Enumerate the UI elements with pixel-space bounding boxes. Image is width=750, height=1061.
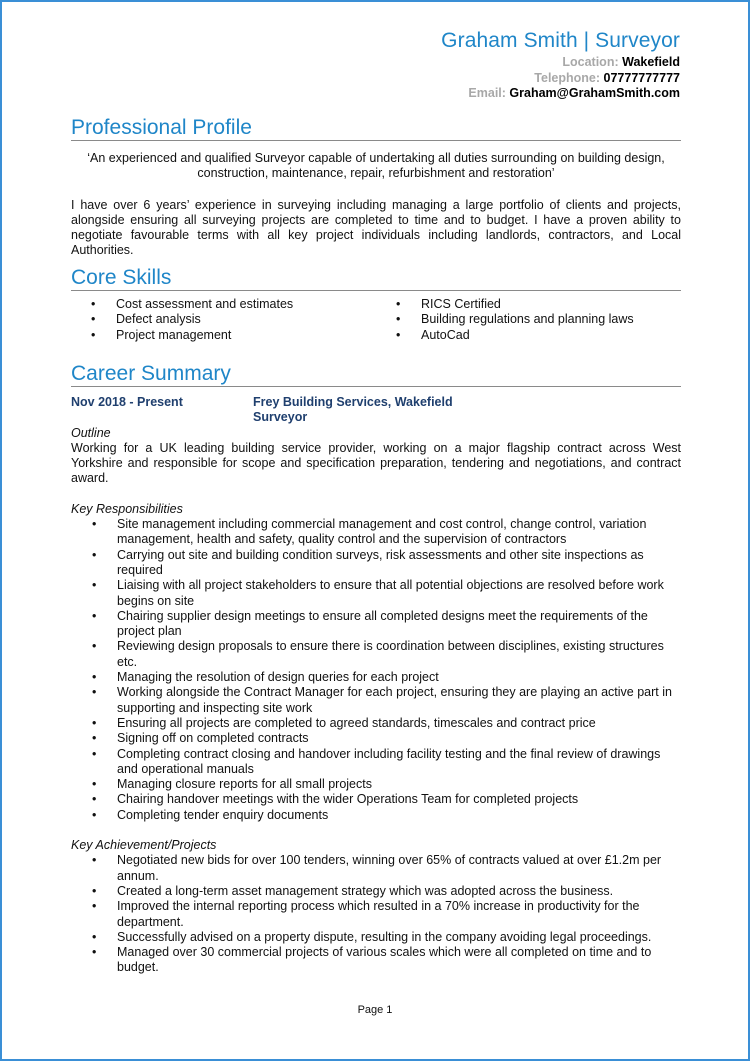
skill-item: • RICS Certified (376, 297, 681, 312)
list-item: • Completing contract closing and handover including facility testing and the final review of drawings and operational manuals (71, 747, 681, 778)
profile-section (71, 116, 681, 259)
telephone-label: Telephone: (534, 70, 601, 85)
email-label: Email: (468, 86, 506, 100)
outline-label: Outline (71, 425, 111, 440)
list-item: • Reviewing design proposals to ensure there is coordination between disciplines, existing structures etc. (71, 639, 681, 670)
page-number: Page 1 (357, 1004, 393, 1016)
achievements-list (71, 853, 681, 975)
skill-item: • Defect analysis (71, 312, 376, 327)
achievements-label: Key Achievement/Projects (71, 838, 217, 853)
list-item: • Successfully advised on a property dispute, resulting in the company avoiding legal proceedings. (71, 930, 681, 945)
list-item: • Completing tender enquiry documents (71, 808, 681, 823)
job-outline: Working for a UK leading building service provider, working on a major flagship contract across West Yorkshire and responsible for scope and specification preparation, tendering and negotiations, and contract award. (71, 440, 681, 486)
list-item: • Chairing handover meetings with the wider Operations Team for completed projects (71, 792, 681, 807)
skills-section (71, 266, 681, 343)
list-item: • Created a long-term asset management strategy which was adopted across the business. (71, 884, 681, 899)
skills-title: Core Skills (71, 266, 681, 291)
skills-list-left (71, 297, 376, 343)
list-item: • Improved the internal reporting process which resulted in a 70% increase in productivity for the department. (71, 899, 681, 930)
email-line (441, 86, 680, 102)
profile-summary: I have over 6 years’ experience in surveying including managing a large portfolio of clients and projects, alongside ensuring all surveying projects are completed to time and to budget. I have a proven ability to negotiate favourable terms with all key project individuals including landlords, contractors, and Local Authorities. (71, 197, 681, 258)
telephone-value: 07777777777 (603, 70, 680, 85)
location-line (441, 55, 680, 71)
career-section (71, 362, 681, 976)
profile-title: Professional Profile (71, 116, 681, 141)
list-item: • Managing the resolution of design queries for each project (71, 670, 681, 685)
job-dates: Nov 2018 - Present (71, 395, 183, 409)
list-item: • Managing closure reports for all small projects (71, 777, 681, 792)
skill-item: • AutoCad (376, 328, 681, 343)
skill-item: • Cost assessment and estimates (71, 297, 376, 312)
responsibilities-label: Key Responsibilities (71, 501, 183, 516)
list-item: • Chairing supplier design meetings to ensure all completed designs meet the requirements of the project plan (71, 609, 681, 640)
list-item: • Carrying out site and building condition surveys, risk assessments and other site inspections as required (71, 548, 681, 579)
location-value: Wakefield (622, 55, 680, 69)
profile-quote: ‘An experienced and qualified Surveyor capable of undertaking all duties surrounding on building design, construction, maintenance, repair, refurbishment and restoration’ (87, 151, 665, 181)
list-item: • Site management including commercial management and cost control, change control, variation management, health and safety, quality control and the supervision of contractors (71, 517, 681, 548)
resume-header (441, 27, 680, 102)
job-header (71, 395, 681, 426)
skill-item: • Project management (71, 328, 376, 343)
list-item: • Managed over 30 commercial projects of various scales which were all completed on time and to budget. (71, 945, 681, 976)
email-value: Graham@GrahamSmith.com (509, 86, 680, 100)
list-item: • Ensuring all projects are completed to agreed standards, timescales and contract price (71, 716, 681, 731)
skill-item: • Building regulations and planning laws (376, 312, 681, 327)
skills-columns (71, 297, 681, 343)
skills-list-right (376, 297, 681, 343)
job-company: Frey Building Services, Wakefield (253, 395, 453, 409)
job-employer (253, 395, 453, 426)
responsibilities-list (71, 517, 681, 823)
location-label: Location: (562, 55, 619, 69)
job-role: Surveyor (253, 410, 308, 425)
career-title: Career Summary (71, 362, 681, 387)
list-item: • Working alongside the Contract Manager for each project, ensuring they are playing an active part in supporting and inspecting site work (71, 685, 681, 716)
candidate-name: Graham Smith | Surveyor (441, 29, 680, 52)
telephone-line (441, 71, 680, 87)
list-item: • Signing off on completed contracts (71, 731, 681, 746)
list-item: • Liaising with all project stakeholders to ensure that all potential objections are resolved before work begins on site (71, 578, 681, 609)
list-item: • Negotiated new bids for over 100 tenders, winning over 65% of contracts valued at over £1.2m per annum. (71, 853, 681, 884)
